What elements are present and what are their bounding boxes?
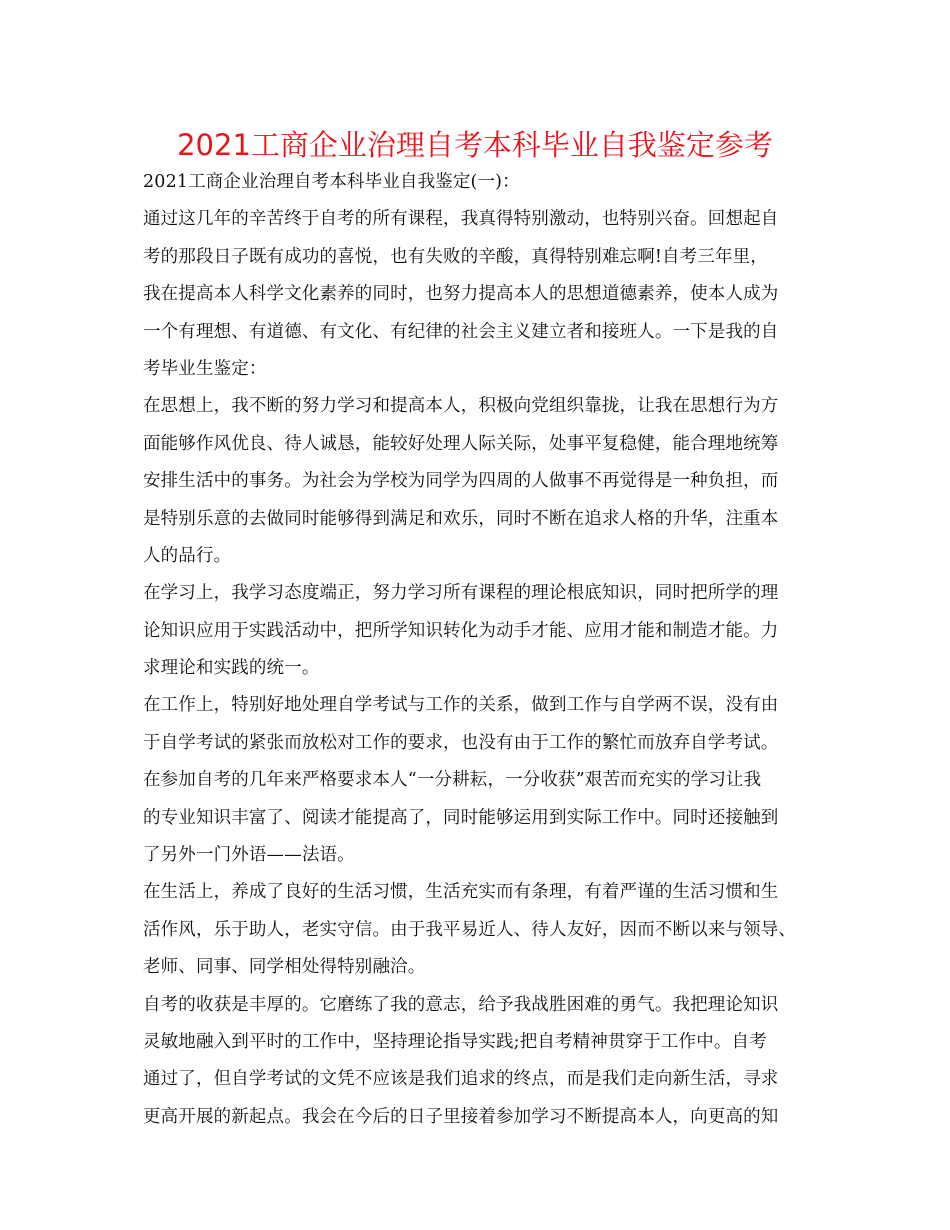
text-line: 的专业知识丰富了、阅读才能提高了，同时能够运用到实际工作中。同时还接触到 — [143, 807, 779, 828]
text-line: 在学习上，我学习态度端正，努力学习所有课程的理论根底知识，同时把所学的理 — [143, 583, 779, 604]
text-line: 2021工商企业治理自考本科毕业自我鉴定(一)： — [143, 172, 520, 192]
text-line: 安排生活中的事务。为社会为学校为同学为四周的人做事不再觉得是一种负担，而 — [143, 471, 779, 492]
document-title: 2021工商企业治理自考本科毕业自我鉴定参考 — [177, 128, 773, 162]
text-line: 面能够作风优良、待人诚恳，能较好处理人际关际，处事平复稳健，能合理地统筹 — [143, 433, 779, 454]
text-line: 考的那段日子既有成功的喜悦，也有失败的辛酸，真得特别难忘啊!自考三年里， — [143, 246, 768, 267]
text-line: 通过这几年的辛苦终于自考的所有课程，我真得特别激动，也特别兴奋。回想起自 — [143, 209, 779, 230]
text-line: 了另外一门外语——法语。 — [143, 845, 355, 866]
text-line: 灵敏地融入到平时的工作中，坚持理论指导实践;把自考精神贯穿于工作中。自考 — [143, 1031, 767, 1052]
text-line: 在工作上，特别好地处理自学考试与工作的关系，做到工作与自学两不误，没有由 — [143, 695, 779, 716]
text-line: 论知识应用于实践活动中，把所学知识转化为动手才能、应用才能和制造才能。力 — [143, 620, 779, 641]
text-line: 在生活上，养成了良好的生活习惯，生活充实而有条理，有着严谨的生活习惯和生 — [143, 882, 779, 903]
text-line: 是特别乐意的去做同时能够得到满足和欢乐，同时不断在追求人格的升华，注重本 — [143, 508, 779, 529]
text-line: 老师、同事、同学相处得特别融洽。 — [143, 957, 426, 978]
text-line: 我在提高本人科学文化素养的同时，也努力提高本人的思想道德素养，使本人成为 — [143, 284, 779, 305]
text-line: 于自学考试的紧张而放松对工作的要求，也没有由于工作的繁忙而放弃自学考试。 — [143, 732, 779, 753]
text-line: 一个有理想、有道德、有文化、有纪律的社会主义建立者和接班人。一下是我的自 — [143, 321, 779, 342]
text-line: 考毕业生鉴定： — [143, 358, 267, 379]
text-line: 自考的收获是丰厚的。它磨练了我的意志，给予我战胜困难的勇气。我把理论知识 — [143, 994, 779, 1015]
document-body — [143, 168, 833, 1140]
text-line: 人的品行。 — [143, 545, 232, 566]
text-line: 在思想上，我不断的努力学习和提高本人，积极向党组织靠拢，让我在思想行为方 — [143, 396, 779, 417]
text-line: 通过了，但自学考试的文凭不应该是我们追求的终点，而是我们走向新生活，寻求 — [143, 1069, 779, 1090]
text-line: 求理论和实践的统一。 — [143, 658, 320, 679]
text-line: 更高开展的新起点。我会在今后的日子里接着参加学习不断提高本人，向更高的知 — [143, 1106, 779, 1127]
text-line: 在参加自考的几年来严格要求本人“一分耕耘，一分收获”艰苦而充实的学习让我 — [143, 770, 762, 791]
text-line: 活作风，乐于助人，老实守信。由于我平易近人、待人友好，因而不断以来与领导、 — [143, 919, 797, 940]
